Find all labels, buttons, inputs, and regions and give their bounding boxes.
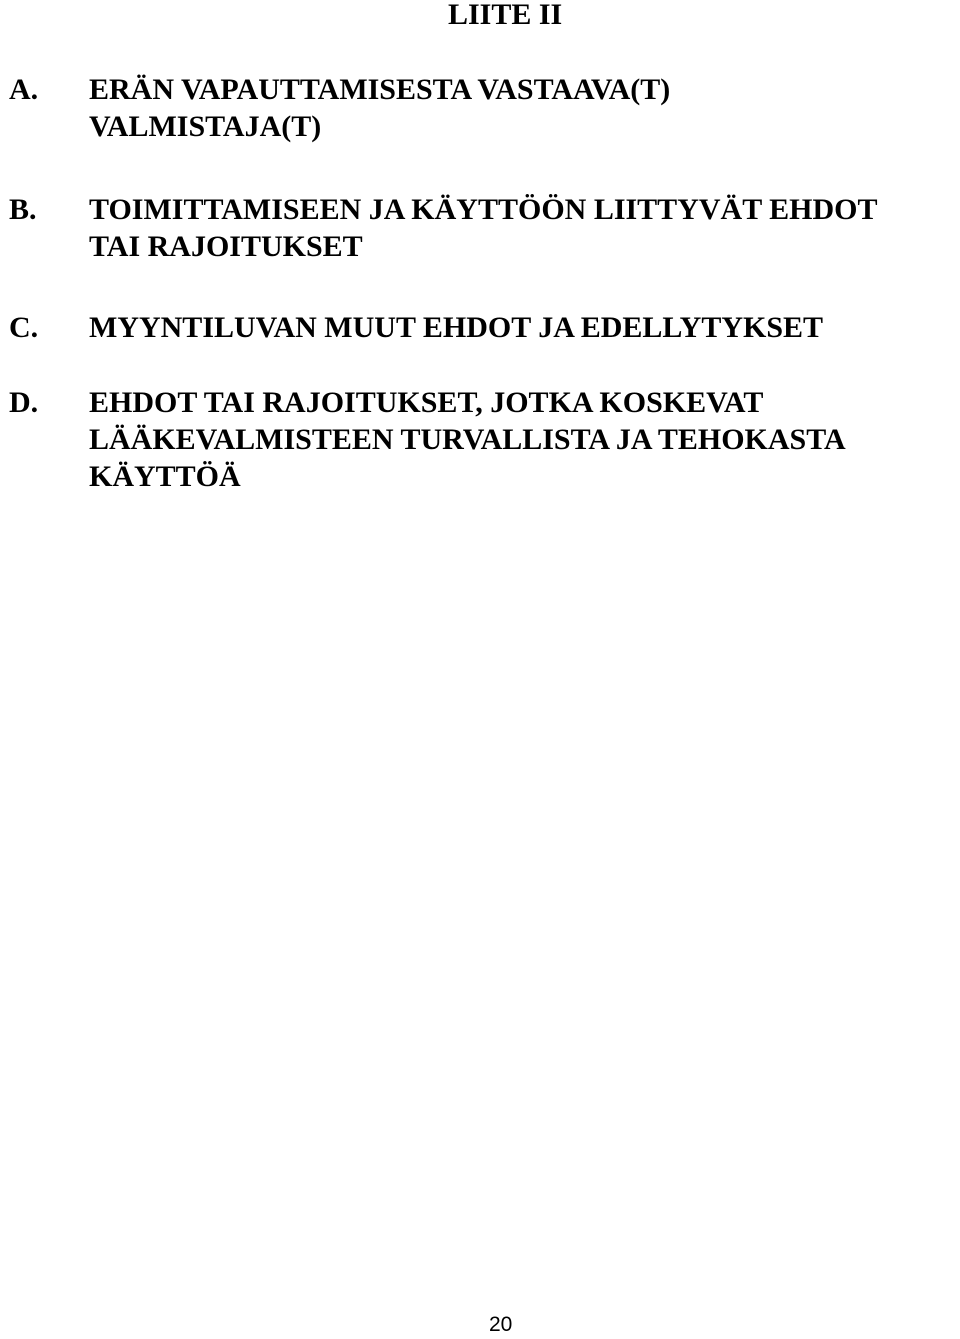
section-heading-line: TOIMITTAMISEEN JA KÄYTTÖÖN LIITTYVÄT EHDOT bbox=[89, 193, 878, 226]
section-heading-line: TAI RAJOITUKSET bbox=[89, 230, 363, 263]
section-letter: D. bbox=[9, 386, 39, 419]
page-number: 20 bbox=[489, 1313, 513, 1336]
section-letter: A. bbox=[9, 73, 39, 106]
section-letter: B. bbox=[9, 193, 37, 226]
section-heading-line: EHDOT TAI RAJOITUKSET, JOTKA KOSKEVAT bbox=[89, 386, 764, 419]
section-heading bbox=[89, 309, 957, 346]
section-heading bbox=[89, 191, 957, 265]
section-heading-line: ERÄN VAPAUTTAMISESTA VASTAAVA(T) bbox=[89, 73, 671, 106]
section-heading bbox=[89, 384, 957, 495]
section-heading-line: MYYNTILUVAN MUUT EHDOT JA EDELLYTYKSET bbox=[89, 311, 824, 344]
section-heading-line: LÄÄKEVALMISTEEN TURVALLISTA JA TEHOKASTA bbox=[89, 423, 846, 456]
section-heading-line: KÄYTTÖÄ bbox=[89, 460, 241, 493]
section-letter: C. bbox=[9, 311, 39, 344]
section-heading-line: VALMISTAJA(T) bbox=[89, 110, 322, 143]
section-heading bbox=[89, 71, 957, 145]
annex-title: LIITE II bbox=[448, 0, 563, 31]
